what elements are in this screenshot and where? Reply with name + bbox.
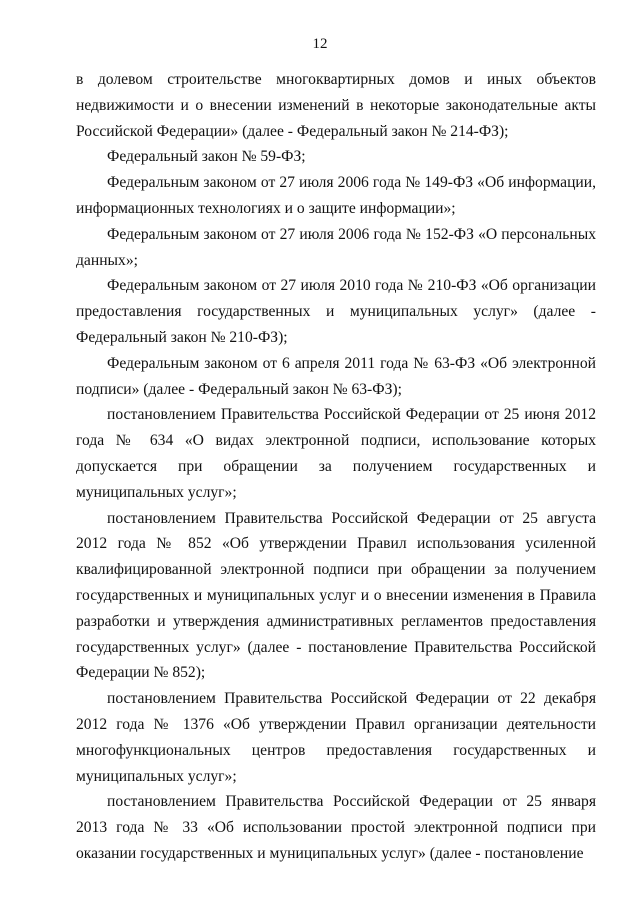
document-body (76, 67, 596, 867)
paragraph-resolution-634: постановлением Правительства Российской Федерации от 25 июня 2012 года № 634 «О видах электронной подписи, использование которых допускается при обращении за получением государственных и муниципальных услуг»; (76, 406, 596, 501)
paragraph-63-fz: Федеральным законом от 6 апреля 2011 года № 63-ФЗ «Об электронной подписи» (далее - Федеральный закон № 63-ФЗ); (76, 354, 596, 398)
paragraph-resolution-852: постановлением Правительства Российской Федерации от 25 августа 2012 года № 852 «Об утверждении Правил использования усиленной квалифицированной электронной подписи при обращении за получением государственных и муниципальных услуг и о внесении изменения в Правила разработки и утверждения административных регламентов предоставления государственных услуг» (далее - постановление Правительства Российской Федерации № 852); (76, 509, 596, 682)
paragraph-resolution-1376: постановлением Правительства Российской Федерации от 22 декабря 2012 года № 1376 «Об утверждении Правил организации деятельности многофункциональных центров предоставления государственных и муниципальных услуг»; (76, 690, 596, 785)
page-number: 12 (312, 36, 328, 52)
paragraph-resolution-33: постановлением Правительства Российской Федерации от 25 января 2013 года № 33 «Об использовании простой электронной подписи при оказании государственных и муниципальных услуг» (далее - постановление (76, 793, 596, 862)
paragraph-152-fz: Федеральным законом от 27 июля 2006 года № 152-ФЗ «О персональных данных»; (76, 225, 596, 269)
paragraph-214-fz: в долевом строительстве многоквартирных домов и иных объектов недвижимости и о внесении изменений в некоторые законодательные акты Российской Федерации» (далее - Федеральный закон № 214-ФЗ); (76, 71, 596, 140)
paragraph-59-fz: Федеральный закон № 59-ФЗ; (107, 148, 306, 166)
paragraph-149-fz: Федеральным законом от 27 июля 2006 года № 149-ФЗ «Об информации, информационных технологиях и о защите информации»; (76, 174, 596, 217)
paragraph-210-fz: Федеральным законом от 27 июля 2010 года № 210-ФЗ «Об организации предоставления государственных и муниципальных услуг» (далее - Федеральный закон № 210-ФЗ); (76, 277, 596, 346)
